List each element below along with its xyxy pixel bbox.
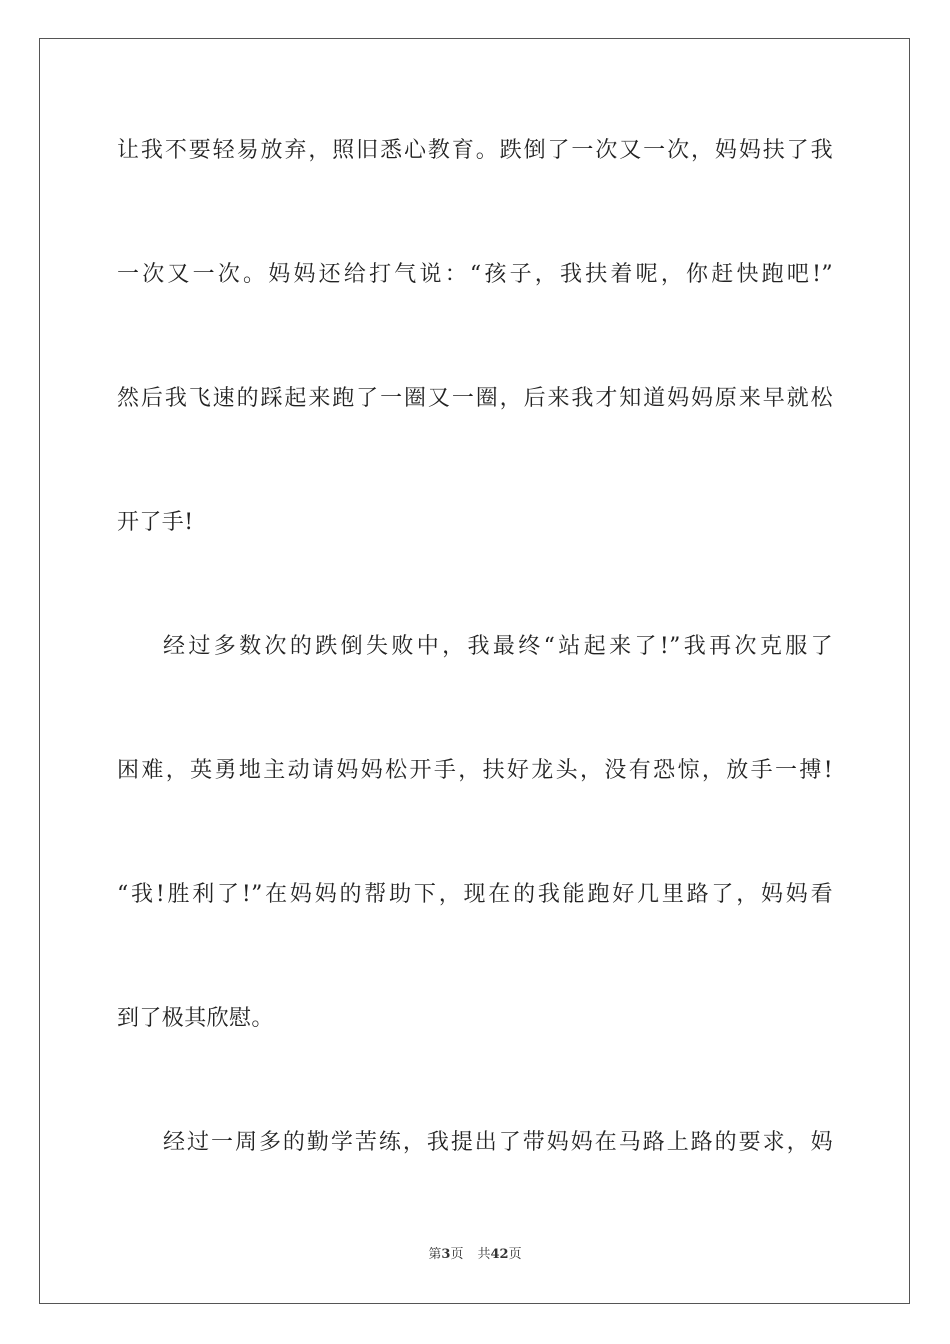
footer-page-prefix: 第 — [428, 1247, 442, 1262]
footer-page-suffix: 页 — [450, 1247, 464, 1262]
footer-total-pages: 42 — [490, 1247, 509, 1262]
text-line-7: “我!胜利了!”在妈妈的帮助下，现在的我能跑好几里路了，妈妈看 — [117, 882, 833, 907]
text-line-6: 困难，英勇地主动请妈妈松开手，扶好龙头，没有恐惊，放手一搏! — [117, 758, 833, 783]
text-line-8: 到了极其欣慰。 — [117, 1006, 274, 1031]
text-line-2: 一次又一次。妈妈还给打气说：“孩子，我扶着呢，你赶快跑吧!” — [117, 262, 833, 287]
footer-page-number: 3 — [441, 1247, 451, 1262]
footer-total-prefix: 共 — [477, 1247, 491, 1262]
text-line-1: 让我不要轻易放弃，照旧悉心教育。跌倒了一次又一次，妈妈扶了我 — [117, 138, 833, 163]
text-line-4: 开了手! — [117, 510, 194, 535]
text-line-5: 经过多数次的跌倒失败中，我最终“站起来了!”我再次克服了 — [163, 634, 833, 659]
text-line-9: 经过一周多的勤学苦练，我提出了带妈妈在马路上路的要求，妈 — [163, 1130, 833, 1155]
page-footer — [0, 1245, 950, 1265]
text-line-3: 然后我飞速的踩起来跑了一圈又一圈，后来我才知道妈妈原来早就松 — [117, 386, 833, 411]
page-border — [39, 38, 910, 1304]
footer-total-suffix: 页 — [508, 1247, 522, 1262]
